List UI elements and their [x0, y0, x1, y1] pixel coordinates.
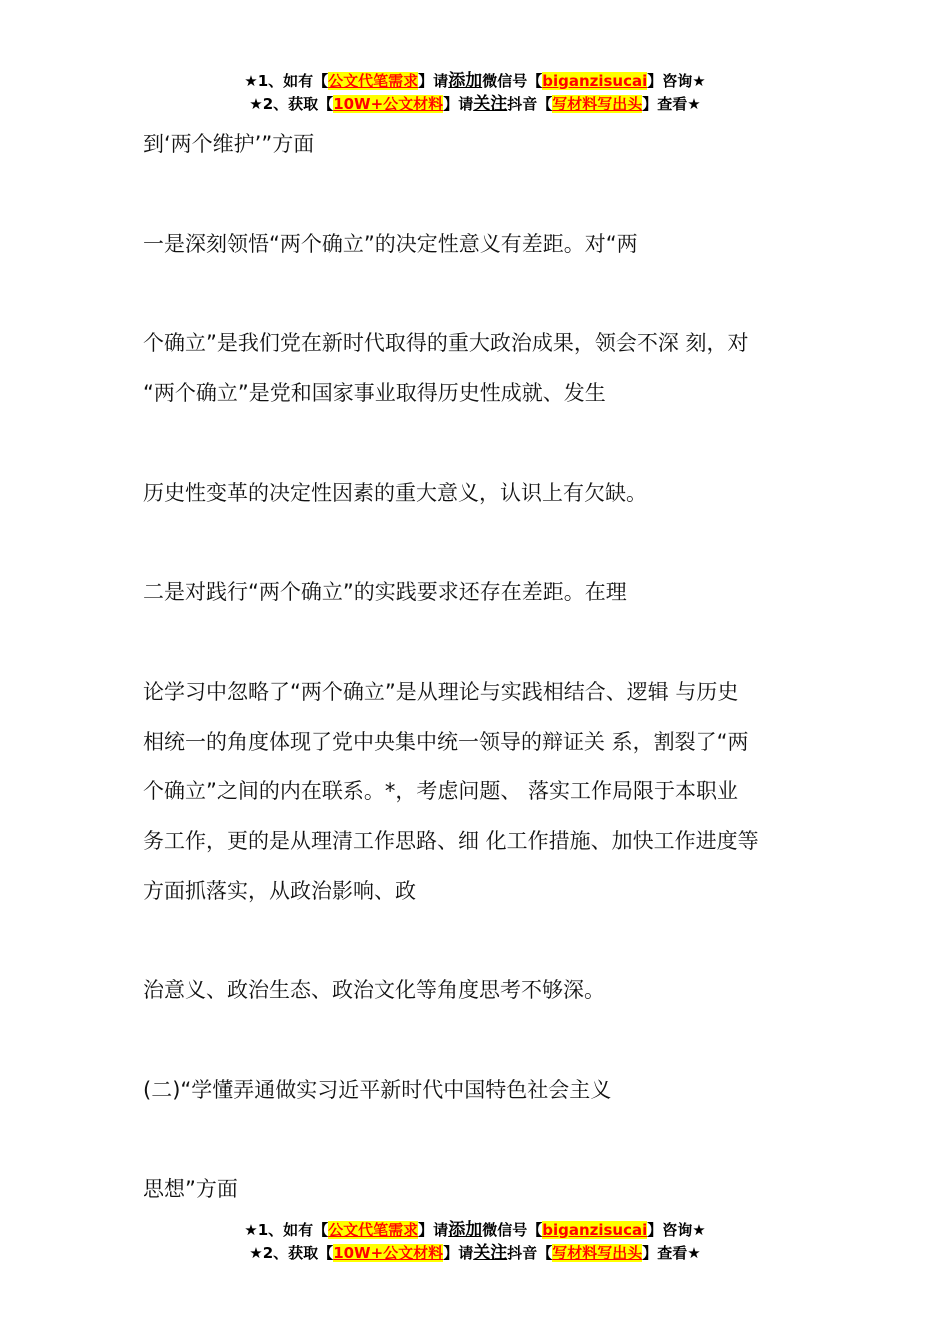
- banner-text: 微信号【: [482, 72, 543, 90]
- banner-text: 】请: [443, 95, 474, 113]
- banner-underline: 关注: [473, 1243, 508, 1263]
- banner-underline: 添加: [448, 71, 483, 91]
- banner-text: ★2、获取【: [249, 1244, 334, 1262]
- banner-text: 微信号【: [482, 1221, 543, 1239]
- body-line: 个确立”之间的内在联系。*，考虑问题、 落实工作局限于本职业: [143, 779, 739, 803]
- banner-underline: 添加: [448, 1220, 483, 1240]
- body-line: 二是对践行“两个确立”的实践要求还存在差距。在理: [143, 580, 627, 604]
- banner-text: 】咨询★: [647, 1221, 706, 1239]
- banner-douyin-id: 写材料写出头: [552, 95, 643, 113]
- banner-line-1: [0, 70, 950, 93]
- banner-text: 】查看★: [642, 1244, 701, 1262]
- footer-banner: [0, 1219, 950, 1265]
- banner-text: ★1、如有【: [244, 1221, 329, 1239]
- body-line: 治意义、政治生态、政治文化等角度思考不够深。: [143, 978, 605, 1002]
- banner-text: ★2、获取【: [249, 95, 334, 113]
- banner-highlight: 10W+公文材料: [333, 1244, 444, 1262]
- body-line: 思想”方面: [143, 1177, 238, 1201]
- banner-text: 】请: [418, 1221, 449, 1239]
- body-line: 到‘两个维护’”方面: [143, 132, 315, 156]
- banner-douyin-id: 写材料写出头: [552, 1244, 643, 1262]
- body-line: 相统一的角度体现了党中央集中统一领导的辩证关 系，割裂了“两: [143, 730, 749, 754]
- body-line: 个确立”是我们党在新时代取得的重大政治成果，领会不深 刻，对: [143, 331, 749, 355]
- body-line: 一是深刻领悟“两个确立”的决定性意义有差距。对“两: [143, 232, 638, 256]
- body-line: 历史性变革的决定性因素的重大意义，认识上有欠缺。: [143, 481, 647, 505]
- banner-highlight: 10W+公文材料: [333, 95, 444, 113]
- banner-wechat-id: biganzisucai: [542, 72, 648, 90]
- banner-underline: 关注: [473, 94, 508, 114]
- banner-text: 】查看★: [642, 95, 701, 113]
- body-line: 务工作，更的是从理清工作思路、细 化工作措施、加快工作进度等: [143, 829, 759, 853]
- body-line: “两个确立”是党和国家事业取得历史性成就、发生: [143, 381, 606, 405]
- banner-text: 】请: [443, 1244, 474, 1262]
- banner-highlight: 公文代笔需求: [328, 72, 419, 90]
- banner-text: ★1、如有【: [244, 72, 329, 90]
- body-line: 论学习中忽略了“两个确立”是从理论与实践相结合、逻辑 与历史: [143, 680, 739, 704]
- banner-line-2: [0, 1242, 950, 1265]
- banner-text: 】咨询★: [647, 72, 706, 90]
- banner-text: 抖音【: [507, 1244, 553, 1262]
- banner-wechat-id: biganzisucai: [542, 1221, 648, 1239]
- header-banner: [0, 70, 950, 116]
- banner-highlight: 公文代笔需求: [328, 1221, 419, 1239]
- banner-text: 抖音【: [507, 95, 553, 113]
- banner-line-2: [0, 93, 950, 116]
- banner-line-1: [0, 1219, 950, 1242]
- banner-text: 】请: [418, 72, 449, 90]
- body-line: 方面抓落实，从政治影响、政: [143, 879, 416, 903]
- section-heading: (二)“学懂弄通做实习近平新时代中国特色社会主义: [143, 1078, 612, 1102]
